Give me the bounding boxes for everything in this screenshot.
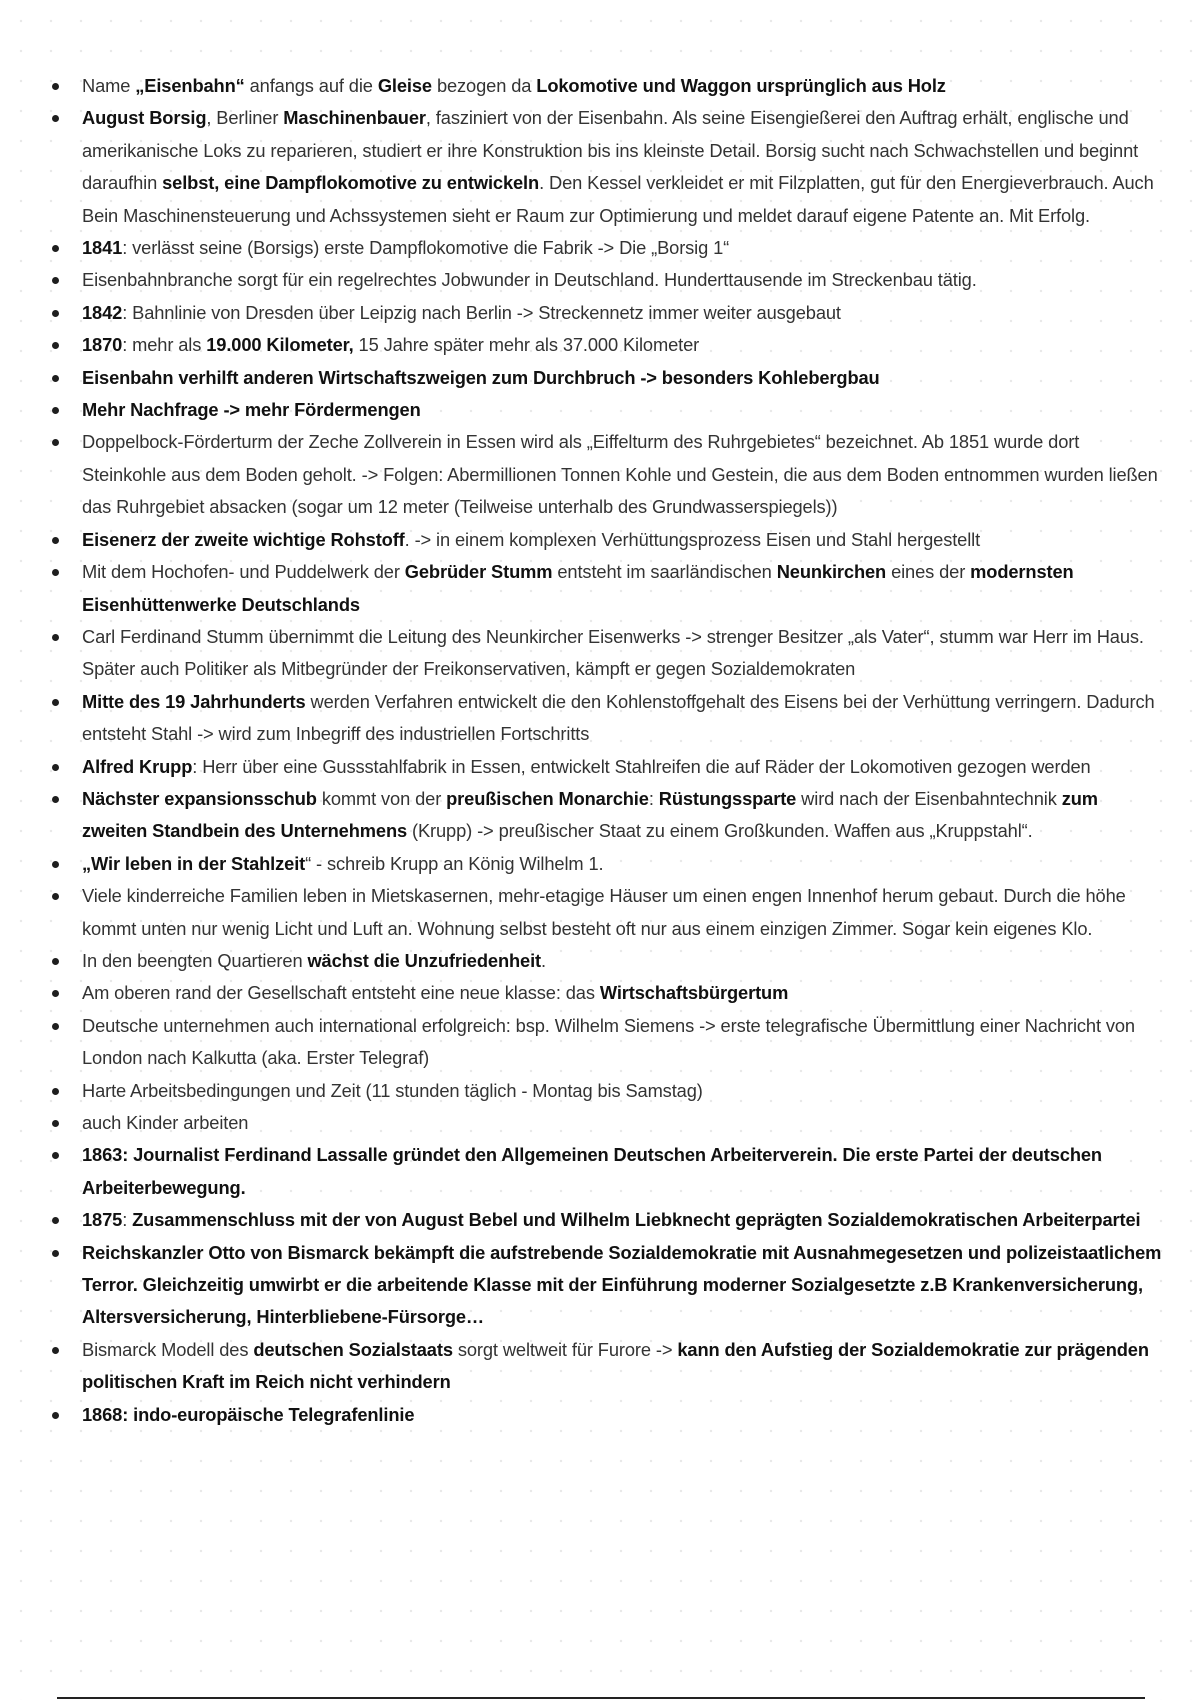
body-text: bezogen da: [431, 75, 537, 96]
bullet-item: [82, 362, 1162, 394]
bold-text: Eisenbahn verhilft anderen Wirtschaftszweigen zum Durchbruch -> besonders Kohlebergbau: [82, 366, 880, 388]
bottom-divider: [57, 1697, 1145, 1699]
bold-text: „Eisenbahn“: [135, 75, 245, 96]
bullet-item: [82, 783, 1162, 848]
bullet-item: [82, 1075, 1162, 1107]
body-text: Name: [82, 75, 136, 96]
body-text: (Krupp) -> preußischer Staat zu einem Großkunden. Waffen aus „Kruppstahl“.: [407, 820, 1033, 842]
body-text: eines der: [886, 561, 971, 583]
bullet-item: [82, 556, 1162, 621]
body-text: : mehr als: [122, 334, 207, 356]
bullet-item: [82, 1237, 1162, 1334]
bullet-item: [82, 102, 1162, 232]
bold-text: Gebrüder Stumm: [404, 561, 553, 583]
body-text: Bismarck Modell des: [82, 1338, 254, 1360]
bullet-item: [82, 848, 1162, 880]
bullet-item: [82, 1139, 1162, 1204]
bold-text: Nächster expansionsschub: [82, 787, 317, 809]
bold-text: 1868: indo-europäische Telegrafenlinie: [82, 1403, 415, 1425]
bullet-item: [82, 1204, 1162, 1236]
bullet-item: [82, 880, 1162, 945]
bullet-item: [82, 329, 1162, 361]
body-text: . Den Kessel verkleidet er mit Filzplatten, gut für den Energieverbrauch. Auch Bein Maschinensteuerung und Achssystemen sieht er Raum zur Optimierung und meldet darauf eigene Patente an. Mit Erfolg.: [82, 172, 1154, 226]
bold-text: Eisenerz der zweite wichtige Rohstoff: [82, 528, 405, 550]
bullet-item: [82, 524, 1162, 556]
body-text: sorgt weltweit für Furore ->: [452, 1338, 678, 1360]
bold-text: Reichskanzler Otto von Bismarck bekämpft die aufstrebende Sozialdemokratie mit Ausnahmegesetzen und polizeistaatlichem Terror. Gleichzeitig umwirbt er die arbeitende Klasse mit der Einführung moderner Sozialgesetzte z.B Krankenversicherung, Altersversicherung, Hinterbliebene-Fürsorge…: [82, 1241, 1162, 1328]
body-text: kommt von der: [316, 787, 447, 809]
body-text: 15 Jahre später mehr als 37.000 Kilometer: [353, 334, 700, 356]
bold-text: „Wir leben in der Stahlzeit: [82, 852, 306, 874]
document-page: [0, 70, 1200, 1431]
bold-text: zum zweiten Standbein des Unternehmens: [82, 787, 1098, 842]
bullet-item: [82, 977, 1162, 1009]
bold-text: 1870: [82, 334, 123, 356]
bold-text: Wirtschaftsbürgertum: [599, 982, 789, 1004]
body-text: Harte Arbeitsbedingungen und Zeit (11 stunden täglich - Montag bis Samstag): [82, 1079, 703, 1101]
bold-text: Mitte des 19 Jahrhunderts: [82, 690, 306, 712]
bullet-item: [82, 394, 1162, 426]
bullet-item: [82, 1334, 1162, 1399]
bold-text: kann den Aufstieg der Sozialdemokratie zur prägenden politischen Kraft im Reich nicht verhindern: [82, 1338, 1149, 1393]
body-text: wird nach der Eisenbahntechnik: [796, 787, 1062, 809]
bullet-item: [82, 751, 1162, 783]
bullet-item: [82, 686, 1162, 751]
bold-text: Zusammenschluss mit der von August Bebel und Wilhelm Liebknecht geprägten Sozialdemokratischen Arbeiterpartei: [132, 1209, 1141, 1231]
body-text: : Bahnlinie von Dresden über Leipzig nach Berlin -> Streckennetz immer weiter ausgebaut: [122, 301, 841, 323]
body-text: Mit dem Hochofen- und Puddelwerk der: [82, 561, 405, 583]
bold-text: 1863: Journalist Ferdinand Lassalle gründet den Allgemeinen Deutschen Arbeiterverein. Die erste Partei der deutschen Arbeiterbewegung.: [82, 1144, 1102, 1198]
bold-text: 19.000 Kilometer,: [206, 334, 354, 356]
bold-text: Mehr Nachfrage -> mehr Fördermengen: [82, 399, 421, 421]
bold-text: wächst die Unzufriedenheit: [307, 949, 542, 971]
bullet-item: [82, 232, 1162, 264]
body-text: Carl Ferdinand Stumm übernimmt die Leitung des Neunkircher Eisenwerks -> strenger Besitzer „als Vater“, stumm war Herr im Haus. Später auch Politiker als Mitbegründer der Freikonservativen, kämpft er gegen Sozialdemokraten: [82, 625, 1144, 680]
body-text: Doppelbock-Förderturm der Zeche Zollverein in Essen wird als „Eiffelturm des Ruhrgebietes“ bezeichnet. Ab 1851 wurde dort Steinkohle aus dem Boden geholt. -> Folgen: Abermillionen Tonnen Kohle und Gestein, die aus dem Boden entnommen wurden ließen das Ruhrgebiet absacken (sogar um 12 meter (Teilweise unterhalb des Grundwasserspiegels)): [82, 431, 1158, 518]
body-text: : Herr über eine Gussstahlfabrik in Essen, entwickelt Stahlreifen die auf Räder der Lokomotiven gezogen werden: [192, 755, 1091, 777]
bold-text: selbst, eine Dampflokomotive zu entwickeln: [162, 172, 540, 194]
bullet-item: [82, 1399, 1162, 1431]
body-text: :: [122, 1209, 133, 1231]
bold-text: 1841: [82, 237, 123, 259]
bullet-item: [82, 297, 1162, 329]
bullet-item: [82, 945, 1162, 977]
bold-text: Gleise: [377, 75, 432, 96]
body-text: , fasziniert von der Eisenbahn. Als seine Eisengießerei den Auftrag erhält, englische und amerikanische Loks zu reparieren, studiert er ihre Konstruktion bis ins kleinste Detail. Borsig sucht nach Schwachstellen und beginnt daraufhin: [82, 107, 1139, 194]
body-text: .: [541, 949, 546, 971]
body-text: , Berliner: [206, 107, 284, 129]
bold-text: August Borsig: [82, 107, 207, 129]
bullet-item: [82, 1010, 1162, 1075]
body-text: Viele kinderreiche Familien leben in Mietskasernen, mehr-etagige Häuser um einen engen Innenhof herum gebaut. Durch die höhe kommt unten nur wenig Licht und Luft an. Wohnung selbst besteht oft nur aus einem einzigen Zimmer. Sogar kein eigenes Klo.: [82, 885, 1126, 939]
bold-text: Lokomotive und Waggon ursprünglich aus Holz: [536, 75, 946, 96]
body-text: :: [648, 787, 659, 809]
body-text: In den beengten Quartieren: [82, 949, 308, 971]
bold-text: preußischen Monarchie: [446, 787, 649, 809]
bullet-item: [82, 426, 1162, 523]
bold-text: Rüstungssparte: [658, 787, 797, 809]
body-text: Am oberen rand der Gesellschaft entsteht eine neue klasse: das: [82, 982, 600, 1004]
body-text: werden Verfahren entwickelt die den Kohlenstoffgehalt des Eisens bei der Verhüttung verringern. Dadurch entsteht Stahl -> wird zum Inbegriff des industriellen Fortschritts: [82, 690, 1155, 745]
bullet-item: [82, 264, 1162, 296]
notes-list: [0, 70, 1162, 1431]
body-text: . -> in einem komplexen Verhüttungsprozess Eisen und Stahl hergestellt: [404, 528, 981, 550]
bold-text: modernsten Eisenhüttenwerke Deutschlands: [82, 561, 1074, 615]
body-text: : verlässt seine (Borsigs) erste Dampflokomotive die Fabrik -> Die „Borsig 1“: [122, 237, 730, 259]
body-text: Deutsche unternehmen auch international erfolgreich: bsp. Wilhelm Siemens -> erste telegrafische Übermittlung einer Nachricht von London nach Kalkutta (aka. Erster Telegraf): [82, 1014, 1135, 1069]
bold-text: 1842: [82, 301, 123, 323]
bold-text: Neunkirchen: [776, 561, 887, 583]
body-text: entsteht im saarländischen: [552, 561, 777, 583]
bullet-item: [82, 621, 1162, 686]
bold-text: Maschinenbauer: [283, 107, 426, 129]
body-text: Eisenbahnbranche sorgt für ein regelrechtes Jobwunder in Deutschland. Hunderttausende im Streckenbau tätig.: [82, 269, 977, 291]
bold-text: deutschen Sozialstaats: [253, 1338, 453, 1360]
body-text: auch Kinder arbeiten: [82, 1112, 249, 1133]
bold-text: 1875: [82, 1209, 123, 1231]
body-text: anfangs auf die: [244, 75, 378, 96]
bullet-item: [82, 1107, 1162, 1139]
body-text: “ - schreib Krupp an König Wilhelm 1.: [305, 852, 604, 874]
bold-text: Alfred Krupp: [82, 755, 193, 777]
bullet-item: [82, 70, 1162, 102]
